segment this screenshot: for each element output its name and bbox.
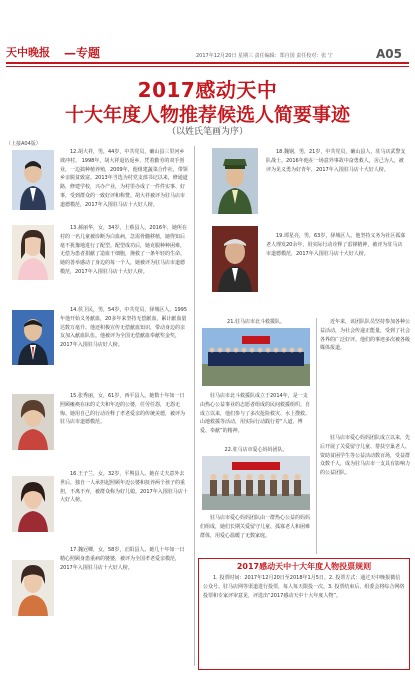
continuation-note: （上接A04版）	[6, 141, 41, 147]
header-rule-thin	[6, 66, 409, 67]
column-divider	[194, 146, 195, 666]
right-column-text: 近年来，该团队队员坚持参加各种公益活动，为社会传递正能量，受到了社会各界的广泛好评。他们的事迹多次被各级媒体报道。	[320, 319, 410, 352]
portrait-photo	[12, 476, 54, 532]
candidate-17: 17.魏冠卿，女，58岁，正阳县人。她几十年如一日精心照顾身患重病的婆婆，被评为全国孝老爱亲模范，2017年入围驻马店十大好人榜。	[60, 547, 185, 571]
masthead: 天中晚报	[6, 46, 50, 59]
portrait-photo	[12, 394, 54, 450]
portrait-photo	[12, 225, 54, 280]
right-column-text: 驻马店市爱心妈妈团队成立以来，先后开展了关爱留守儿童、帮扶空巢老人、资助贫困学生等公益活动数百场，受益群众数千人，成为驻马店市一支具有影响力的公益团队。	[320, 435, 410, 477]
candidate-12: 12.胡大祥，男，44岁，中共党员，确山县三里河乡坡冲村。 1998年，胡大祥退伍返乡，凭着勤劳的双手创业，一边搞种植养殖，2009年，他组建蔬菜合作社，带领乡亲脱贫致富。2013年当选为村党支部书记以来，修通道路，修建学校，兴办产业，为村里办成了一件件实事、好事，受到群众的一致好评和称赞。胡大祥被评为驻马店市道德模范，2017年入围驻马店十大好人榜。	[60, 149, 188, 208]
voting-rules-text: 1. 投票时间：2017年12月20日至2018年1月5日。2. 投票方式：通过天中晚报微信公众号、驻马店网等渠道进行投票，每人每天限投一次。3. 投票结束后，组委会将综合网络投票和专家评审意见，评选出“2017感动天中十大年度人物”。	[203, 575, 405, 599]
candidate-19: 19.谭星亮，男，63岁，驿城区人。他坚持义务为社区孤寡老人理发20余年，用实际行动诠释了雷锋精神，被评为驻马店市道德模范，2017年入围驻马店十大好人榜。	[266, 233, 406, 257]
photo-caption: 22.驻马店市爱心妈妈团队。	[224, 447, 288, 453]
portrait-photo	[212, 226, 258, 292]
section-topic: —专题	[64, 46, 101, 60]
candidate-13: 13.郝丽华，女，34岁，上蔡县人。2016年，她所在村的一名儿童被诊断为白血病，急需骨髓移植，她得知后毫不犹豫地进行了配型。配型成功后，她克服种种困难，无偿为患者捐献了造血干细胞，挽救了一条年轻的生命。她的善举感动了身边的每一个人，她被评为驻马店市道德模范，2017年入围驻马店十大好人榜。	[60, 225, 188, 275]
photo-caption: 21.驻马店市北斗救援队。	[227, 319, 285, 325]
team-description: 驻马店市北斗救援队成立于2014年，是一支由热心公益事业的志愿者组成的民间救援组织。自成立以来，他们参与了多次抢险救灾、水上搜救、山地救援等活动，用实际行动践行着“人道、博爱、奉献”的精神。	[200, 393, 311, 435]
page-number: A05	[376, 47, 402, 61]
portrait-photo	[12, 150, 54, 210]
team-photo	[202, 328, 310, 386]
voting-rules-box	[198, 558, 410, 670]
team-description: 驻马店市爱心妈妈团队由一群热心公益的妈妈们组成，她们长期关爱留守儿童、孤寡老人和困难群体，用爱心温暖了无数家庭。	[200, 515, 311, 539]
voting-rules-title: 2017感动天中十大年度人物投票规则	[199, 561, 409, 572]
column-divider	[316, 318, 317, 554]
portrait-photo	[212, 148, 258, 214]
candidate-16: 16.王子兰，女，32岁，平舆县人。她在丈夫意外去世后，独自一人承担起照顾年迈公婆和抚养两个孩子的重担，不离不弃，被群众称为好儿媳。2017年入围驻马店十大好人榜。	[60, 471, 188, 504]
portrait-photo	[12, 310, 54, 365]
header-rule	[6, 62, 409, 64]
candidate-14: 14.侯卫民，男，54岁，中共党员，驿城区人。1995年他开始义务献血，20多年来坚持无偿献血，累计献血量达数万毫升。他还积极宣传无偿献血知识，带动身边的亲友加入献血队伍。他被评为全国无偿献血奉献奖金奖，2017年入围驻马店好人榜。	[60, 307, 188, 349]
candidate-15: 15.张秀丽，女，61岁，西平县人。她数十年如一日照顾瘫痪在床的丈夫和年迈的公婆，任劳任怨，无怨无悔。她用自己的行动诠释了孝老爱亲的传统美德，被评为驻马店市道德模范。	[60, 393, 186, 426]
team-photo	[202, 456, 310, 510]
headline-subtitle: （以姓氏笔画为序）	[166, 127, 248, 137]
portrait-photo	[12, 560, 54, 616]
headline-line2: 十大年度人物推荐候选人简要事迹	[64, 104, 350, 126]
candidate-18: 18.魏钢，男，21岁，中共党员，确山县人，驻马店武警支队战士。2016年他在一场意外事故中奋勇救人，舍己为人，被评为见义勇为好青年，2017年入围驻马店十大好人榜。	[266, 149, 406, 173]
headline-line1: 2017感动天中	[137, 78, 278, 102]
dateline: 2017年12月20日 星期三 责任编辑：郑自国 责任校对：张 宁	[196, 53, 333, 59]
